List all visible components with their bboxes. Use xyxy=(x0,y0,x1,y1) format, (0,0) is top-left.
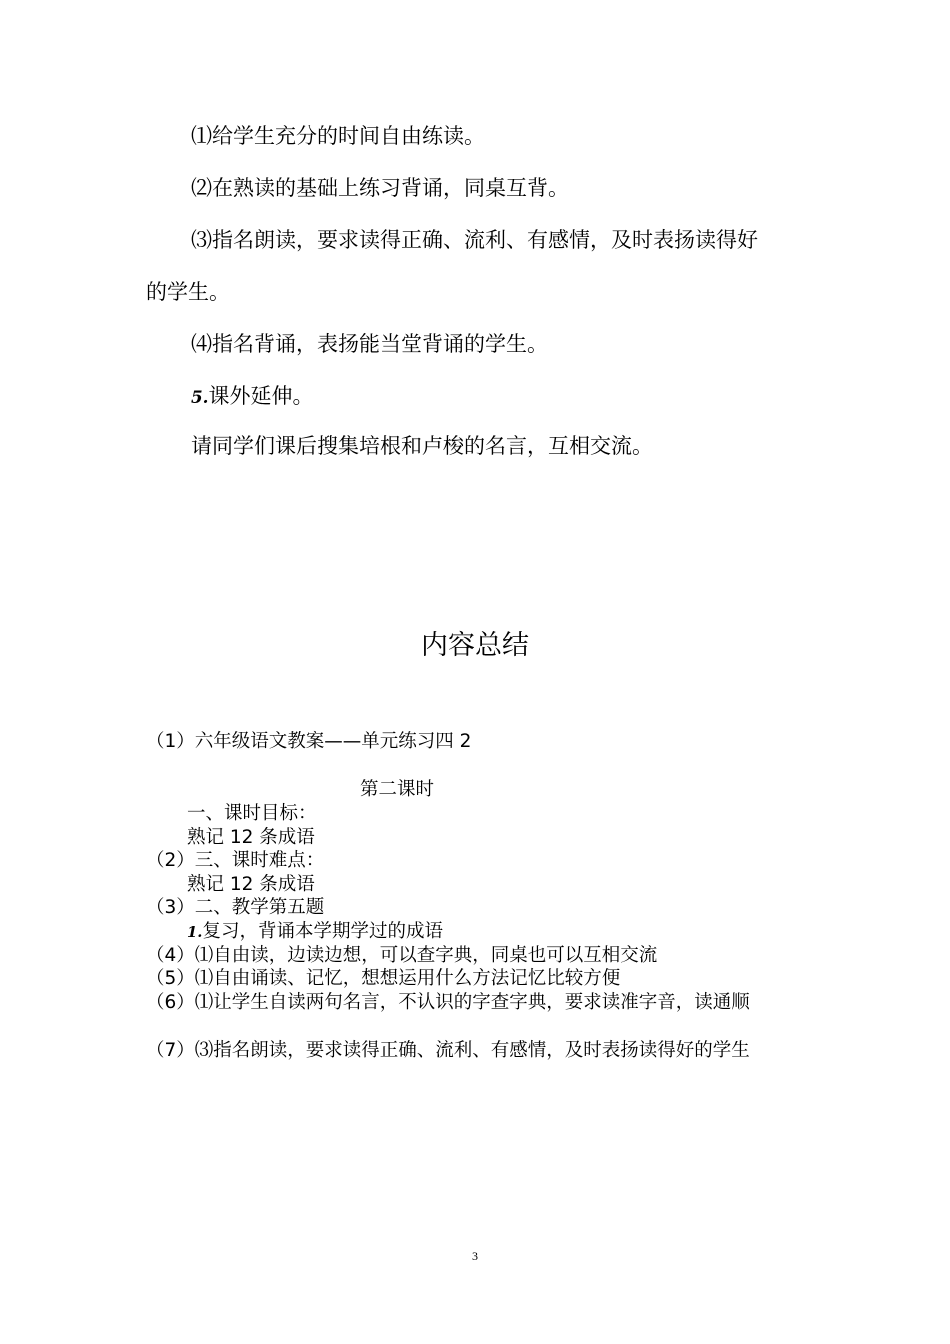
item-number: 1. xyxy=(187,924,203,941)
summary-line-3: （3）二、教学第五题 xyxy=(146,897,325,918)
summary-line-7: （7）⑶指名朗读，要求读得正确、流利、有感情，及时表扬读得好的学生 xyxy=(146,1040,750,1061)
review-text: 复习，背诵本学期学过的成语 xyxy=(202,921,443,942)
extension-label: 课外延伸。 xyxy=(208,384,314,408)
summary-line-6: （6）⑴让学生自读两句名言，不认识的字查字典，要求读准字音，读通顺 xyxy=(146,992,750,1013)
page-number: 3 xyxy=(472,1249,478,1263)
summary-line-2: （2）三、课时难点： xyxy=(146,850,325,871)
paragraph-read-aloud-cont: 的学生。 xyxy=(146,280,230,304)
paragraph-practice-reading: ⑴给学生充分的时间自由练读。 xyxy=(191,124,485,148)
summary-line-5: （5）⑴自由诵读、记忆，想想运用什么方法记忆比较方便 xyxy=(146,968,621,989)
summary-line-goal: 一、课时目标： xyxy=(187,803,317,824)
paragraph-recite-deskmate: ⑵在熟读的基础上练习背诵，同桌互背。 xyxy=(191,176,569,200)
summary-line-difficulty-detail: 熟记 12 条成语 xyxy=(187,874,315,895)
paragraph-recite-praise: ⑷指名背诵，表扬能当堂背诵的学生。 xyxy=(191,332,548,356)
paragraph-collect-quotes: 请同学们课后搜集培根和卢梭的名言，互相交流。 xyxy=(191,434,653,458)
paragraph-read-aloud: ⑶指名朗读，要求读得正确、流利、有感情，及时表扬读得好 xyxy=(191,228,758,252)
summary-line-goal-detail: 熟记 12 条成语 xyxy=(187,827,315,848)
item-number: 5. xyxy=(191,387,209,407)
summary-line-review xyxy=(187,921,443,944)
summary-line-1: （1）六年级语文教案——单元练习四 2 xyxy=(146,731,472,752)
paragraph-extension xyxy=(191,382,314,411)
summary-line-4: （4）⑴自由读，边读边想，可以查字典，同桌也可以互相交流 xyxy=(146,945,658,966)
summary-title: 内容总结 xyxy=(421,630,529,661)
summary-line-lesson: 第二课时 xyxy=(360,779,435,800)
